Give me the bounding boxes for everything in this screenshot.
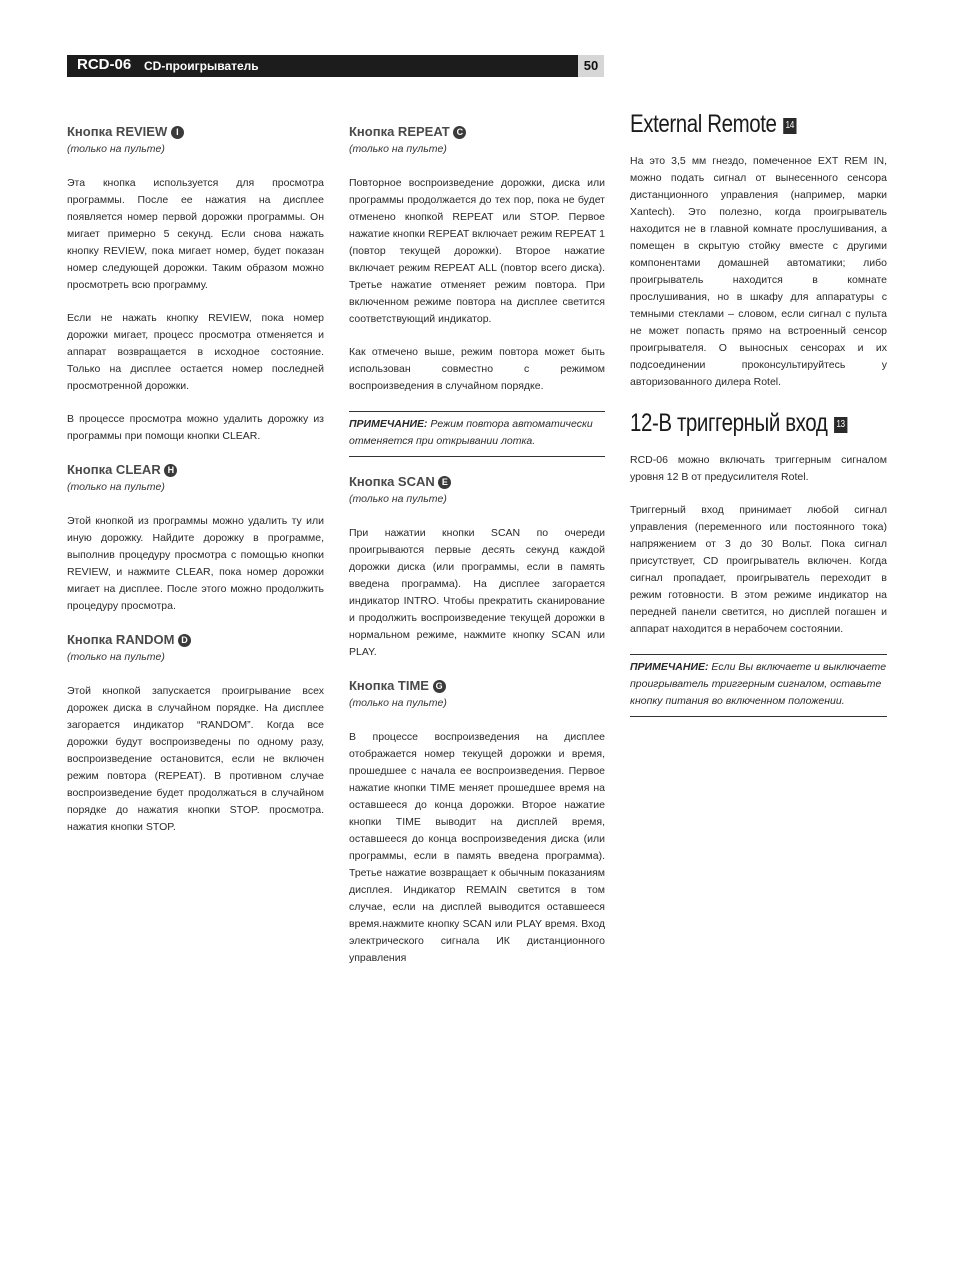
- badge-icon: I: [171, 126, 184, 139]
- badge-icon: G: [433, 680, 446, 693]
- remote-only-note: (только на пульте): [67, 143, 165, 155]
- header-bar: [67, 55, 578, 77]
- section-clear: [67, 461, 324, 615]
- remote-only-note: (только на пульте): [349, 697, 447, 709]
- paragraph: RCD-06 можно включать триггерным сигналом уровня 12 В от предусилителя Rotel.: [630, 454, 887, 483]
- section-random: [67, 631, 324, 836]
- section-heading: Кнопка REVIEW I: [67, 123, 324, 141]
- section-external-remote: [630, 110, 887, 391]
- paragraph: Этой кнопкой из программы можно удалить ту или иную дорожку. Найдите дорожку в программе, выполнив процедуру просмотра с помощью кнопки REVIEW, и нажмите CLEAR, пока номер дорожки мигает на дисплее. После этого можно продолжить процедуру просмотра.: [67, 515, 324, 612]
- model-name: RCD-06: [77, 56, 132, 73]
- section-trigger: [630, 409, 887, 717]
- section-heading: Кнопка CLEAR H: [67, 461, 324, 479]
- paragraph: Как отмечено выше, режим повтора может быть использован совместно с режимом воспроизведения в случайном порядке.: [349, 346, 605, 392]
- section-time: [349, 677, 605, 967]
- column-3: [630, 110, 887, 733]
- section-heading: Кнопка REPEAT C: [349, 123, 605, 141]
- column-2: [349, 123, 605, 983]
- paragraph: В процессе просмотра можно удалить дорожку из программы при помощи кнопки CLEAR.: [67, 413, 324, 442]
- column-1: [67, 123, 324, 852]
- number-badge-icon: 14: [783, 118, 796, 134]
- badge-icon: E: [438, 476, 451, 489]
- paragraph: В процессе воспроизведения на дисплее отображается номер текущей дорожки и время, прошедшее с начала ее воспроизведения. Первое нажатие кнопки TIME меняет прошедшее время на оставшееся до конца дорожки. Второе нажатие кнопки TIME выводит на дисплей время, оставшееся до конца воспроизведения диска (или программы, если в память введена программа). Третье нажатие возвращает к обычным показаниям дисплея. Индикатор REMAIN светится в том случае, если на дисплей выводится оставшееся время.нажмите кнопку SCAN или PLAY время. Вход электрического сигнала ИК дистанционного управления: [349, 731, 605, 964]
- section-review: [67, 123, 324, 445]
- big-heading: External Remote 14: [630, 110, 841, 139]
- section-heading: Кнопка TIME G: [349, 677, 605, 695]
- section-heading: Кнопка SCAN E: [349, 473, 605, 491]
- paragraph: Повторное воспроизведение дорожки, диска или программы продолжается до тех пор, пока не будет отменено кнопкой REPEAT или STOP. Первое нажатие кнопки REPEAT включает режим REPEAT 1 (повтор текущей дорожки). Второе нажатие включает режим REPEAT ALL (повтор всего диска). Третье нажатие отменяет режим повтора. При включенном режиме повтора на дисплее светится соответствующий индикатор.: [349, 177, 605, 325]
- paragraph: При нажатии кнопки SCAN по очереди проигрываются первые десять секунд каждой дорожки диска (или программы, если в память введена программа). На дисплее загорается индикатор INTRO. Чтобы прекратить сканирование и продолжить воспроизведение текущей дорожки в нормальном режиме, нажмите кнопку SCAN или PLAY.: [349, 527, 605, 658]
- section-scan: [349, 473, 605, 661]
- paragraph: Триггерный вход принимает любой сигнал управления (переменного или постоянного тока) напряжением от 3 до 30 Вольт. Пока сигнал присутствует, CD проигрыватель включен. Когда сигнал пропадает, проигрыватель переходит в режим готовности. В этом режиме индикатор на передней панели светится, но дисплей погашен и аппарат находится в нерабочем состоянии.: [630, 504, 887, 635]
- remote-only-note: (только на пульте): [67, 481, 165, 493]
- number-badge-icon: 13: [834, 417, 847, 433]
- header-subtitle: CD-проигрыватель: [144, 59, 259, 73]
- page-number: 50: [578, 55, 604, 77]
- remote-only-note: (только на пульте): [349, 493, 447, 505]
- big-heading: 12-В триггерный вход 13: [630, 409, 841, 438]
- paragraph: Этой кнопкой запускается проигрывание всех дорожек диска в случайном порядке. На дисплее загорается индикатор “RANDOM”. Когда все дорожки будут воспроизведены по одному разу, воспроизведение остановится, если не включен режим повтора (REPEAT). В противном случае воспроизведение будет продолжаться в случайном порядке до нажатия кнопки STOP. просмотра. нажатия кнопки STOP.: [67, 685, 324, 833]
- note-box: ПРИМЕЧАНИЕ: Если Вы включаете и выключаете проигрыватель триггерным сигналом, оставьте кнопку питания во включенном положении.: [630, 654, 887, 717]
- remote-only-note: (только на пульте): [67, 651, 165, 663]
- paragraph: Если не нажать кнопку REVIEW, пока номер дорожки мигает, процесс просмотра отменяется и аппарат возвращается в исходное состояние. Только на дисплее остается номер последней просмотренной дорожки.: [67, 312, 324, 392]
- badge-icon: H: [164, 464, 177, 477]
- remote-only-note: (только на пульте): [349, 143, 447, 155]
- section-heading: Кнопка RANDOM D: [67, 631, 324, 649]
- section-repeat: [349, 123, 605, 457]
- badge-icon: C: [453, 126, 466, 139]
- badge-icon: D: [178, 634, 191, 647]
- paragraph: На это 3,5 мм гнездо, помеченное EXT REM IN, можно подать сигнал от вынесенного сенсора дистанционного управления (например, марки Xantech). Это полезно, когда проигрыватель находится не в главной комнате прослушивания, а помещен в скрытую стойку вместе с другими компонентами домашней автоматики; либо проигрыватель находится в комнате прослушивания, но в шкафу для аппаратуры с темными стеклами – словом, если сигнал с пульта не может попасть прямо на встроенный сенсор проигрывателя. О выносных сенсорах и их подсоединении проконсультируйтесь у авторизованного дилера Rotel.: [630, 155, 887, 388]
- paragraph: Эта кнопка используется для просмотра программы. После ее нажатия на дисплее появляется номер первой дорожки программы. Он мигает примерно 5 секунд. Если снова нажать кнопку REVIEW, пока мигает номер, будет показан номер следующей дорожки. Таким образом можно просмотреть всю программу.: [67, 177, 324, 291]
- note-box: ПРИМЕЧАНИЕ: Режим повтора автоматически отменяется при открывании лотка.: [349, 411, 605, 457]
